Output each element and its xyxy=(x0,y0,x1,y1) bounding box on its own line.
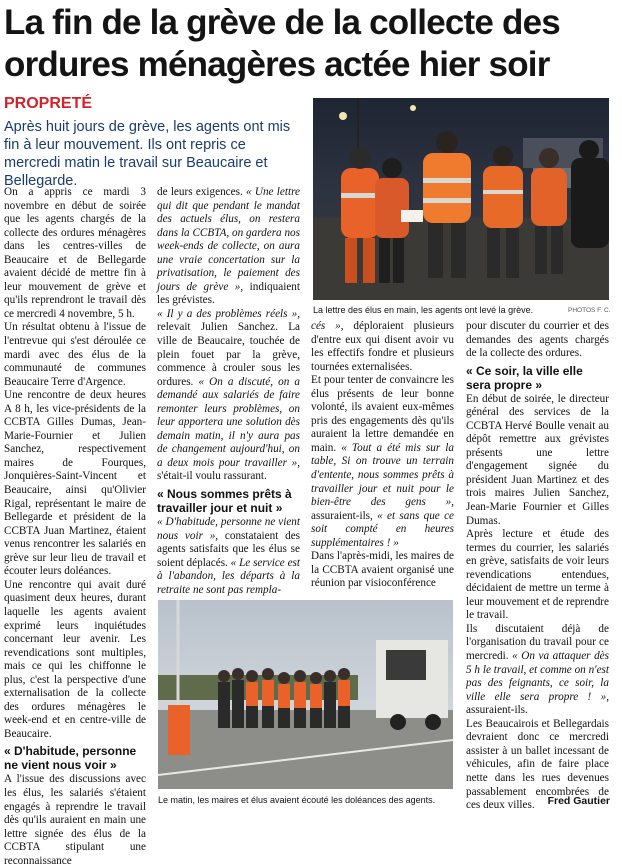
col1-paragraph-5: A l'issue des discussions avec les élus, les salariés s'étaient engagés à reprendre le travail dès qu'ils auraient en main une lettre signée des élus de la CCBTA stipulant une reconnaissance xyxy=(4,773,146,867)
col1-paragraph-3: Une rencontre de deux heures A 8 h, les vice-présidents de la CCBTA Gilles Dumas, Jean-Marie-Fournier et Julien Sanchez, respectivement maires de Fourques, Jonquières-Saint-Vincent et Beaucaire, ainsi qu'Olivier Rigal, représentant le maire de Bellegarde et président de la CCBTA Juan Martinez, étaient venus rencontrer les salariés en grève sur leur lieu de travail et écouter leurs doléances. xyxy=(4,389,146,578)
col1-paragraph-2: Un résultat obtenu à l'issue de l'entrevue qui s'est déroulée ce mardi avec des élus de la communauté de communes Beaucaire Terre d'Argence. xyxy=(4,321,146,388)
col2-paragraph-1 xyxy=(157,186,300,308)
column-2 xyxy=(157,186,300,597)
col2-paragraph-2 xyxy=(157,308,300,484)
col2-text: constataient des agents satisfaits que les élus se soient déplacés. xyxy=(157,529,301,569)
photo2-caption: Le matin, les maires et élus avaient écouté les doléances des agents. xyxy=(158,795,436,805)
col4-paragraph-2: En début de soirée, le directeur général des services de la CCBTA Hervé Boulle venait au dépôt remettre aux grévistes présents une lettre d'engagement signée du président Juan Martinez et des trois maires Julien Sanchez, Jean-Marie Fournier et Gilles Dumas. xyxy=(466,392,609,527)
author-signature: Fred Gautier xyxy=(547,795,610,807)
article-headline: La fin de la grève de la collecte des ordures ménagères actée hier soir xyxy=(4,3,560,84)
col2-quote: « D'habitude, personne ne vient nous voir », xyxy=(157,516,300,542)
col2-text: s'était-il voulu rassurant. xyxy=(157,470,267,483)
col3-text: déploraient plusieurs d'entre eux qui disent avoir vu les effectifs fondre et plusieurs tournées externalisées. xyxy=(311,320,454,373)
col2-subheading: « Nous sommes prêts à travailler jour et nuit » xyxy=(157,487,292,516)
photo1-caption: La lettre des élus en main, les agents ont levé la grève. xyxy=(313,305,534,315)
col4-subheading: « Ce soir, la ville elle sera propre » xyxy=(466,363,583,392)
col2-quote: « Le service est à l'abandon, les départs à la retraite ne sont pas rempla- xyxy=(157,556,300,596)
col3-paragraph-1 xyxy=(311,320,454,374)
col3-quote: « Tout a été mis sur la table, Si on trouve un terrain d'entente, nous sommes prêts à travailler jour et nuit pour le bien-être des gens », xyxy=(311,441,454,509)
col3-text: assuraient-ils, xyxy=(311,509,378,522)
col4-text: assuraient-ils. xyxy=(466,704,528,717)
col4-paragraph-3: Après lecture et étude des termes du courrier, les salariés en grève, satisfaits de voir leurs revendications entendues, décidaient de mettre un terme à leur mouvement et de reprendre le travail. xyxy=(466,528,609,622)
column-3 xyxy=(311,320,454,591)
col4-paragraph-4 xyxy=(466,623,609,718)
col2-paragraph-3 xyxy=(157,516,300,597)
photo-morning-meeting-image xyxy=(158,600,453,789)
col3-paragraph-2 xyxy=(311,374,454,550)
col4-paragraph-1: pour discuter du courrier et des demandes des agents chargés de la collecte des ordures. xyxy=(466,320,609,360)
col3-quote: « et sans que ce soit compté en heures supplémentaires ! » xyxy=(311,509,454,549)
col4-paragraph-5: Les Beaucairois et Bellegardais devraient donc ce mercredi assister à un ballet incessant de véhicules, afin de faire place nette dans les rues devenues passablement encombrées de ces deux villes. xyxy=(466,717,609,812)
col3-text: Et pour tenter de convaincre les élus présents de leur bonne volonté, ils avaient eux-mêmes pris des engagements dès qu'ils auraient la lettre demandée en main. xyxy=(311,374,454,454)
col2-text: relevait Julien Sanchez. La ville de Beaucaire, touchée de plein fouet par la grève, commence à crouler sous les ordures. xyxy=(157,321,300,388)
col2-quote: « Il y a des problèmes réels », xyxy=(157,307,300,320)
col3-quote: cés », xyxy=(311,320,344,332)
photo-credit: PHOTOS F. C. xyxy=(568,307,611,314)
standfirst: Après huit jours de grève, les agents ont mis fin à leur mouvement. Ils ont repris ce mercredi matin le travail sur Beaucaire et Bellegarde. xyxy=(4,119,291,189)
col2-text: indiquaient les grévistes. xyxy=(157,280,300,307)
col4-quote: « On va attaquer dès 5 h le travail, et comme on n'est pas des feignants, ce soir, la ville elle sera propre ! », xyxy=(466,650,609,703)
section-rubric: PROPRETÉ xyxy=(4,95,93,112)
col2-quote: « On a discuté, on a demandé aux salariés de faire remonter leurs problèmes, on leur apportera une solution dès demain matin, il n'y aura pas de changement aujourd'hui, on a deux mois pour travailler », xyxy=(157,375,300,469)
col2-quote: « Une lettre qui dit que pendant le mandat des actuels élus, on restera dans la CCBTA, on gardera nos week-ends de collecte, on aura une vraie concertation sur la privatisation, le paiement des jours de grève », xyxy=(157,186,300,293)
photo-morning-meeting xyxy=(158,600,453,789)
col2-text: de leurs exigences. xyxy=(157,186,247,198)
photo-strikers-night xyxy=(313,98,609,300)
col1-paragraph-1: On a appris ce mardi 3 novembre en début de soirée que les agents chargés de la collecte des ordures ménagères dans les centres-villes de Beaucaire et de Bellegarde avaient décidé de mettre fin à leur mouvement de grève et qu'ils reprendront le travail dès ce mercredi 4 novembre, 5 h. xyxy=(4,186,146,320)
col1-paragraph-4: Une rencontre qui avait duré quasiment deux heures, durant laquelle les agents avaient exprimé leurs inquiétudes concernant leur avenir. Les revendications sont multiples, mais ce qui les chiffonne le plus, c'est la perspective d'une externalisation de la collecte des ordures ménagères le week-end et en centre-ville de Beaucaire. xyxy=(4,578,146,740)
col4-text: Ils discutaient déjà de l'organisation du travail pour ce mercredi. xyxy=(466,622,609,663)
col3-paragraph-3: Dans l'après-midi, les maires de la CCBTA avaient organisé une réunion par visioconférence xyxy=(311,550,454,590)
photo-strikers-night-image xyxy=(313,98,609,300)
col1-subheading: « D'habitude, personne ne vient nous voir » xyxy=(4,744,137,773)
column-1 xyxy=(4,186,146,868)
column-4 xyxy=(466,320,609,813)
